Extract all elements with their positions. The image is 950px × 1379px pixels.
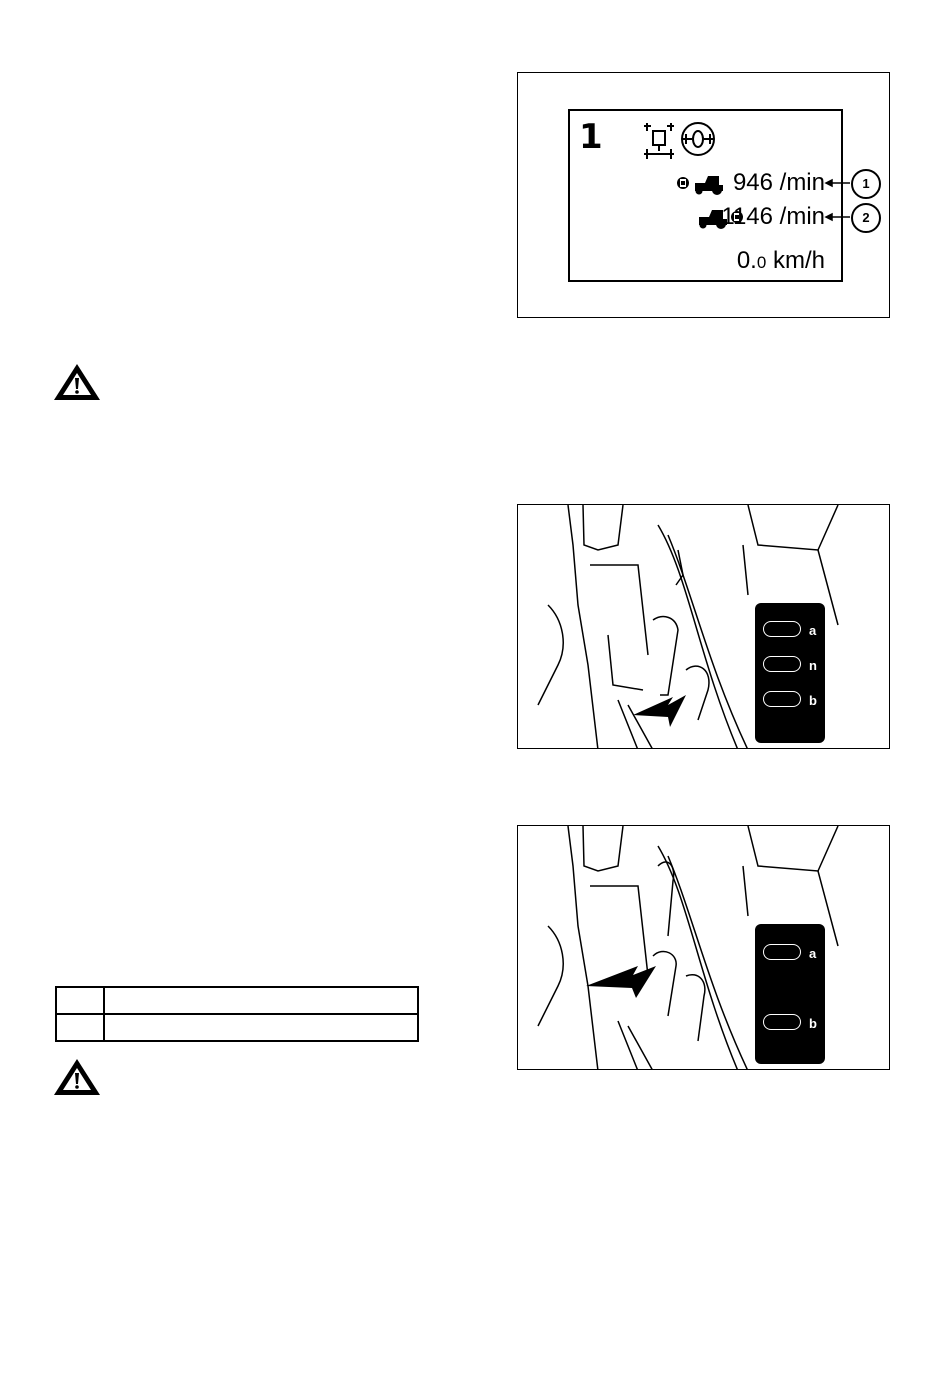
position-slot-b xyxy=(763,691,801,707)
speed-integer: 0. xyxy=(736,247,757,274)
warning-triangle-icon xyxy=(52,1057,102,1097)
gear-indicator: 1 xyxy=(579,117,603,157)
table-cell-value xyxy=(104,1014,418,1041)
table-row xyxy=(56,1014,418,1041)
lever-position-legend xyxy=(755,603,825,743)
ground-speed xyxy=(737,247,825,275)
position-slot-n xyxy=(763,656,801,672)
callout-2: 2 xyxy=(851,203,881,233)
axle-icon xyxy=(642,121,676,161)
speed-decimal: 0 xyxy=(756,253,767,272)
speed-unit: km/h xyxy=(766,247,825,274)
callout-1: 1 xyxy=(851,169,881,199)
table-row xyxy=(56,987,418,1014)
position-label-a-2: a xyxy=(809,946,817,961)
position-table xyxy=(55,986,419,1042)
instrument-display xyxy=(568,109,843,282)
position-label-a: a xyxy=(809,623,817,638)
table-cell-key xyxy=(56,1014,104,1041)
lever-figure-1 xyxy=(517,504,890,749)
table-cell-value xyxy=(104,987,418,1014)
rear-pto-rpm: 1146 /min xyxy=(721,203,825,230)
tractor-cab-drawing-2 xyxy=(518,826,890,1070)
lever-figure-2 xyxy=(517,825,890,1070)
warning-triangle-icon xyxy=(52,362,102,402)
position-slot-a xyxy=(763,621,801,637)
position-label-b-2: b xyxy=(809,1016,817,1031)
position-label-b: b xyxy=(809,693,817,708)
diff-lock-icon xyxy=(678,119,718,159)
front-pto-tractor-icon xyxy=(675,173,725,195)
table-cell-key xyxy=(56,987,104,1014)
lever-position-legend-2 xyxy=(755,924,825,1064)
front-pto-rpm: 946 /min xyxy=(732,169,825,196)
position-label-n: n xyxy=(809,658,817,673)
display-figure xyxy=(517,72,890,318)
tractor-cab-drawing xyxy=(518,505,890,749)
position-slot-b-2 xyxy=(763,1014,801,1030)
position-slot-a-2 xyxy=(763,944,801,960)
